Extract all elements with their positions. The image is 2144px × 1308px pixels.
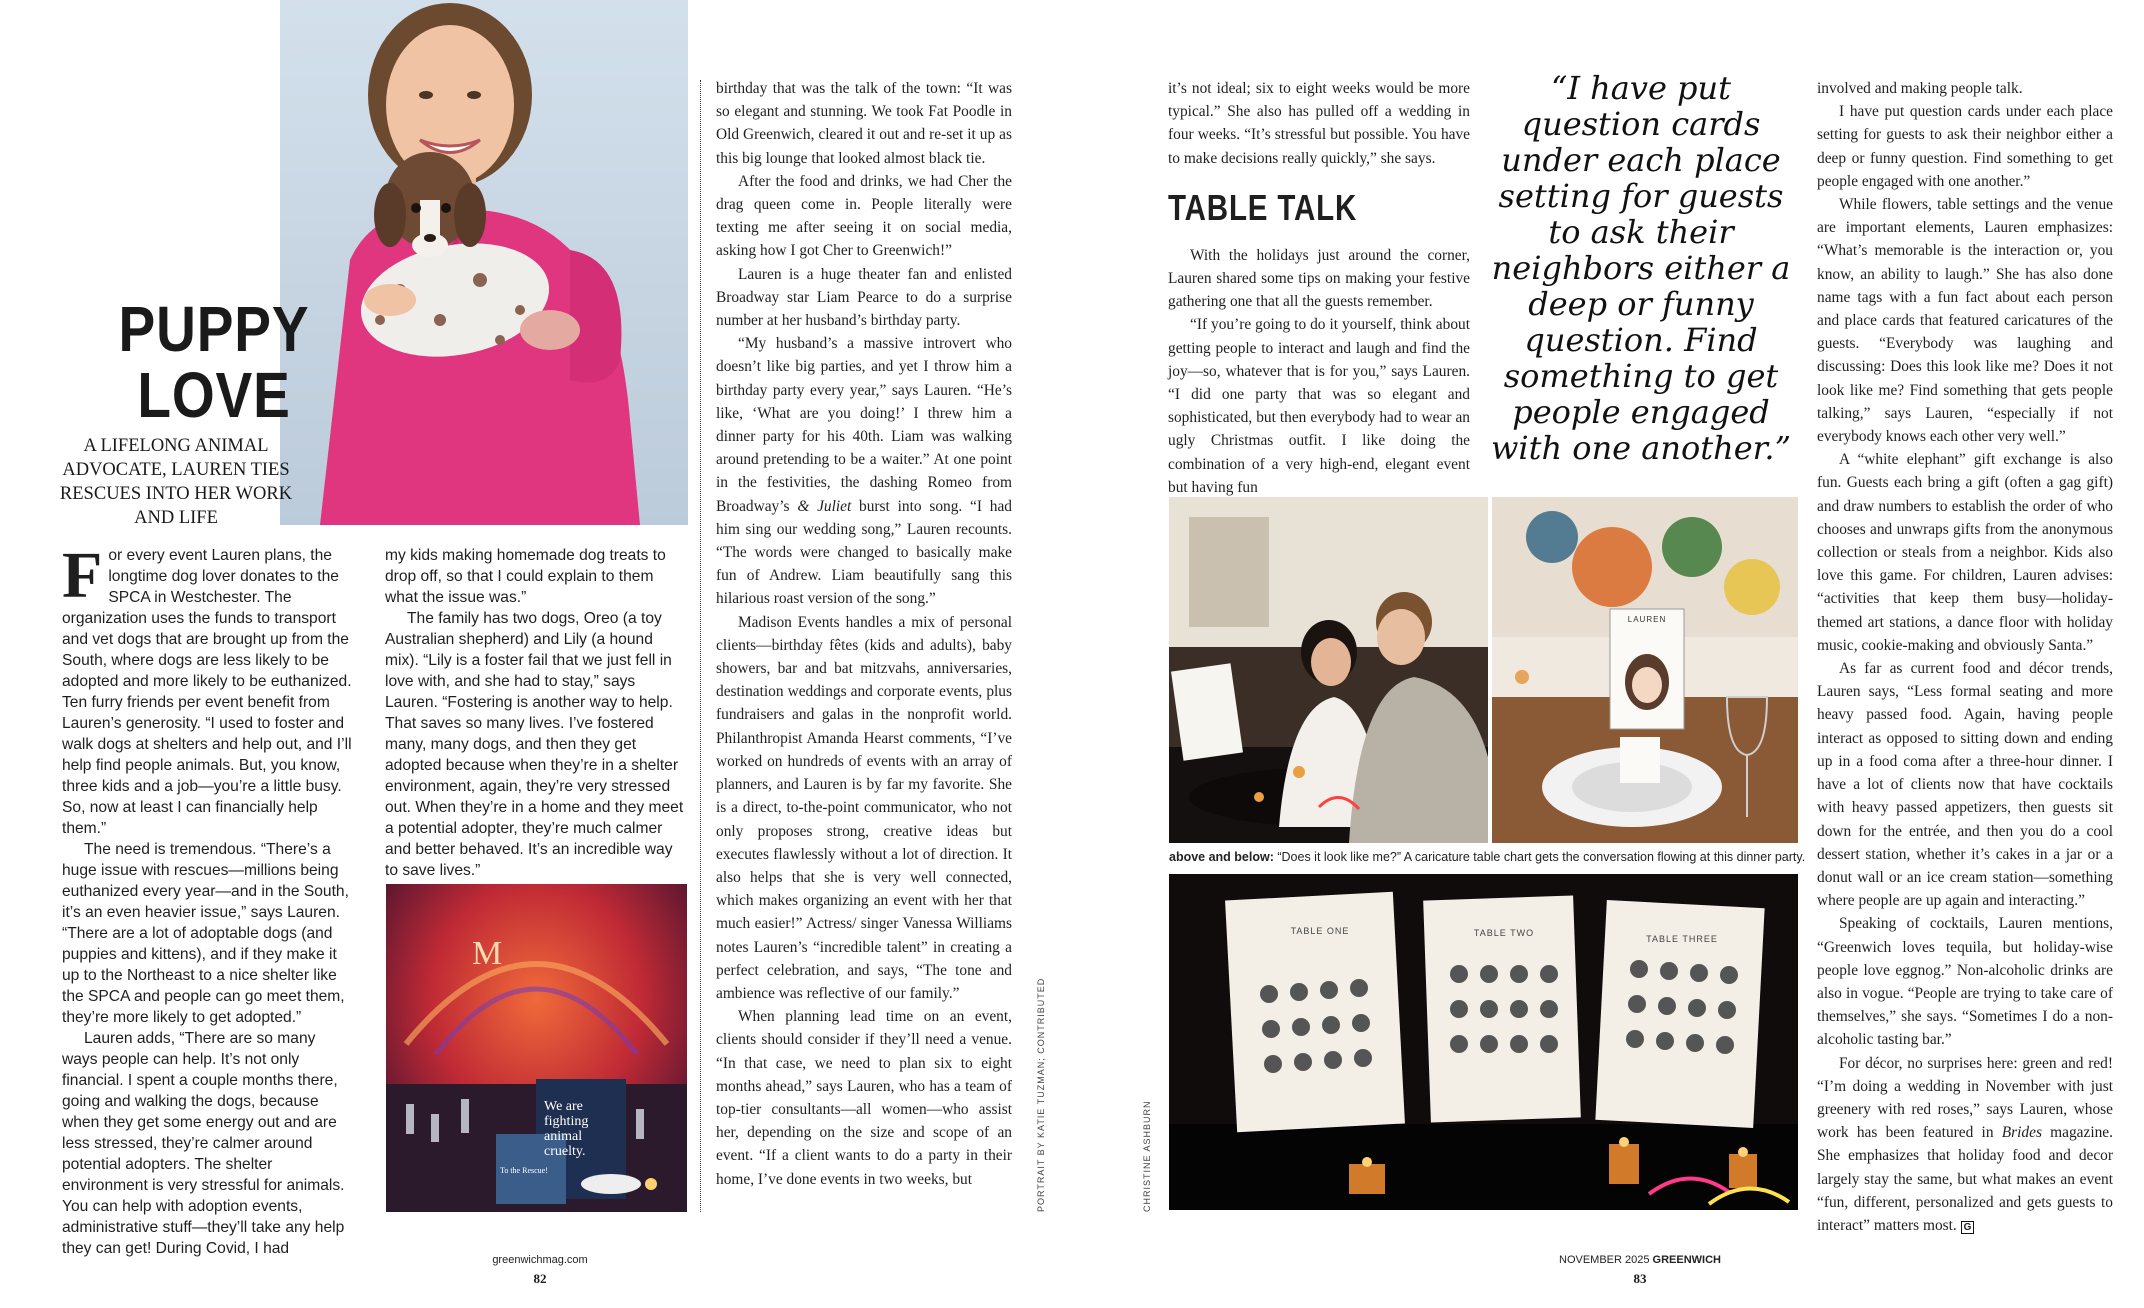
folio-right [1530,1254,1750,1266]
col1-para-2: The need is tremendous. “There’s a huge issue with rescues—millions being euthanized every year—and in the South, it’s an even heavier issue,” says Lauren. “There are a lot of adoptable dogs (and puppies and kittens), and if they make it up to the Northeast to a nice shelter like the SPCA and people can go meet them, they’re more likely to get adopted.” [62,841,349,1026]
col5-para-6: Speaking of cocktails, Lauren mentions, “Greenwich loves tequila, but holiday-wise people love eggnog.” Non-alcoholic drinks are also in vogue. “People are trying to take care of themselves,” she says. “Sometimes I do a non-alcoholic tasting bar.” [1817,915,2113,1049]
col5-para-3: While flowers, table settings and the venue are important elements, Lauren emphasizes: “What’s memorable is the interaction or, you know, an ability to laugh.” She has also done name tags with a fun fact about each person and place cards that featured caricatures of the guests. “Everybody was laughing and discussing: Does this look like me? Does it not look like me? Find something that gets people talking,” says Lauren, “especially if not everybody knows each other very well.” [1817,196,2113,446]
col4-para-1: it’s not ideal; six to eight weeks would be more typical.” She also has pulled off a wedding in four weeks. “It’s stressful but possible. You have to make decisions really quickly,” she says. [1168,80,1470,167]
column-3 [716,77,1012,1217]
col5-para-1: involved and making people talk. [1817,80,2023,97]
gala-book-text-2: To the Rescue! [500,1166,548,1175]
headline [73,293,355,431]
table-one-label: TABLE ONE [1290,926,1350,936]
col5-para-5: As far as current food and décor trends, Lauren says, “Less formal seating and more heavy passed food. Again, having people interact as opposed to sitting down and ending up in a food coma after a three-hour dinner. I have a lot of clients now that have cocktails with heavy passed appetizers, then guests sit down for the entrée, and then you do a cool dessert station, whether it’s cakes in a jar or a donut wall or an ice cream station—something where people are up again and interacting.” [1817,660,2113,910]
portrait-photo [280,0,688,525]
col3-para-6: When planning lead time on an event, clients should consider if they’ll need a venue. “In that case, we need to plan six to eight months ahead,” says Lauren, who has a team of top-tier consultants—all women—who assist her, depending on the size and scope of an event. “If a client wants to do a party in their home, I’ve done events in two weeks, but [716,1008,1012,1188]
gala-photo [386,884,687,1212]
col5-para-4: A “white elephant” gift exchange is also fun. Guests each bring a gift (often a gag gift) and draw numbers to establish the order of who chooses and unwraps gifts from the anonymous collection or steals from a neighbor. Kids also love this game. For children, Lauren advises: “activities that keep them busy—holiday-themed art stations, a dance floor with holiday music, cookie-making and obviously Santa.” [1817,451,2113,654]
portrait-credit: PORTRAIT BY KATIE TUZMAN; CONTRIBUTED [1036,977,1046,1212]
headline-line-2: LOVE [137,359,291,431]
subhead-table-talk: TABLE TALK [1168,186,1358,228]
page-number-right: 83 [1633,1271,1647,1286]
svg-text:M: M [472,935,503,972]
col5-para-7: For décor, no surprises here: green and red! “I’m doing a wedding in November with just greenery with red roses,” says Lauren, whose work has been featured in Brides magazine. She emphasizes that holiday food and decor largely stay the same, but what makes an event “fun, different, personalized and gets guests to interact” matters most. G [1817,1054,2113,1234]
table-two-label: TABLE TWO [1473,928,1535,938]
col2-para-2: The family has two dogs, Oreo (a toy Australian shepherd) and Lily (a hound mix). “Lily is a foster fail that we just fell in love with, and she had to stay,” says Lauren. “Fostering is another way to help. That saves so many lives. I’ve fostered many, many dogs, and then they get adopted because when they’re in a shelter environment, again, they’re very stressed out. When they’re in a home and they meet a potential adopter, they’re much calmer and better behaved. It’s an incredible way to save lives.” [385,610,684,879]
folio-issue: NOVEMBER 2025 [1559,1254,1650,1266]
col2-para-1: my kids making homemade dog treats to drop off, so that I could explain to them what the issue was.” [385,547,666,606]
gala-book-text: We are fighting animal cruelty. [544,1099,589,1159]
photo-caption [1169,849,1809,865]
column-2 [385,545,687,879]
deck: A LIFELONG ANIMAL ADVOCATE, LAUREN TIES RESCUES INTO HER WORK AND LIFE [59,436,293,528]
caption-text: “Does it look like me?” A caricature table chart gets the conversation flowing at this dinner party. [1273,850,1806,864]
place-card-name: LAUREN [1627,615,1667,624]
col4-para-3: “If you’re going to do it yourself, think about getting people to interact and laugh and find the joy—so, whatever that is for you,” says Lauren. “I did one party that was so elegant and sophisticated, but then everybody had to wear an ugly Christmas outfit. I like doing the combination of a very high-end, elegant event but having fun [1168,316,1470,496]
col4-para-2: With the holidays just around the corner, Lauren shared some tips on making your festive gathering one that all the guests remember. [1168,246,1470,311]
column-1 [62,539,354,1257]
table-three-label: TABLE THREE [1646,934,1718,944]
col1-para-1: or every event Lauren plans, the longtime dog lover donates to the SPCA in Westchester. The organization uses the funds to transport and vet dogs that are brought up from the South, where dogs are less likely to be adopted and more likely to be euthanized. Ten furry friends per event benefit from Lauren’s generosity. “I used to foster and walk dogs at shelters and help out, and I’ll help find people animals. But, you know, three kids and a job—you’re a little busy. So, now at least I can financially help them.” [62,547,352,837]
headline-line-1: PUPPY [118,293,310,365]
table-charts-photo [1169,874,1798,1210]
dinner-photo-place-card [1492,497,1798,843]
pull-quote: “I have put question cards under each place setting for guests to ask their neighbors either a deep or funny question. Find something to get people engaged with one another.” [1491,69,1791,467]
col3-para-4: “My husband’s a massive introvert who doesn’t like big parties, and yet I throw him a birthday party every year,” says Lauren. “He’s like, ‘What are you doing!’ I threw him a dinner party for his 40th. Liam was walking around pretending to be a waiter.” At one point in the festivities, the dashing Romeo from Broadway’s & Juliet burst into song. “I had him sing our wedding song,” Lauren recounts. “The words were changed to basically make fun of Andrew. Liam beautifully sang this hilarious roast version of the song.” [716,335,1012,608]
column-4 [1168,77,1470,496]
column-5 [1817,77,2113,1234]
folio-url: greenwichmag.com [492,1254,588,1266]
photo-credit: CHRISTINE ASHBURN [1142,1100,1152,1212]
col3-para-5: Madison Events handles a mix of personal clients—birthday fêtes (kids and adults), baby showers, bar and bat mitzvahs, anniversaries, destination weddings and corporate events, plus fundraisers and galas in the nonprofit world. Philanthropist Amanda Hearst comments, “I’ve worked on hundreds of events with an array of planners, and Lauren is by far my favorite. She is a direct, to-the-point communicator, who not only proposes strong, creative ideas but executes flawlessly without a lot of direction. It also helps that she is very well connected, which makes organizing an event with her that much easier!” Actress/ singer Vanessa Williams notes Lauren’s “incredible talent” in creating a perfect celebration, and says, “The tone and ambience was reflective of our family.” [716,613,1012,1002]
col3-para-2: After the food and drinks, we had Cher the drag queen come in. People literally were texting me after seeing it on social media, asking how I got Cher to Greenwich!” [716,172,1012,260]
page-number-left: 82 [533,1271,547,1286]
col3-para-1: birthday that was the talk of the town: “It was so elegant and stunning. We took Fat Poodle in Old Greenwich, cleared it out and re-set it up as this big lounge that looked almost black tie. [716,80,1012,167]
col3-para-3: Lauren is a huge theater fan and enlisted Broadway star Liam Pearce to do a surprise number at her husband’s birthday party. [716,265,1012,330]
drop-cap: F [62,539,103,612]
folio-magazine: GREENWICH [1652,1254,1721,1266]
column-rule [700,80,701,1212]
caption-lead: above and below: [1169,850,1274,864]
col5-para-2: I have put question cards under each place setting for guests to ask their neighbor either a deep or funny question. Find something to get people engaged with one another.” [1817,103,2113,190]
col1-para-3: Lauren adds, “There are so many ways people can help. It’s not only financial. I spent a couple months there, going and walking the dogs, because when they get some energy out and are less stressed, they’re calmer around potential adopters. The shelter environment is very stressful for animals. You can help with adoption events, administrative stuff—they’ll take any help they can get! During Covid, I had [62,1030,345,1257]
dinner-photo-guests [1169,497,1488,843]
end-mark-icon: G [1961,1221,1975,1234]
